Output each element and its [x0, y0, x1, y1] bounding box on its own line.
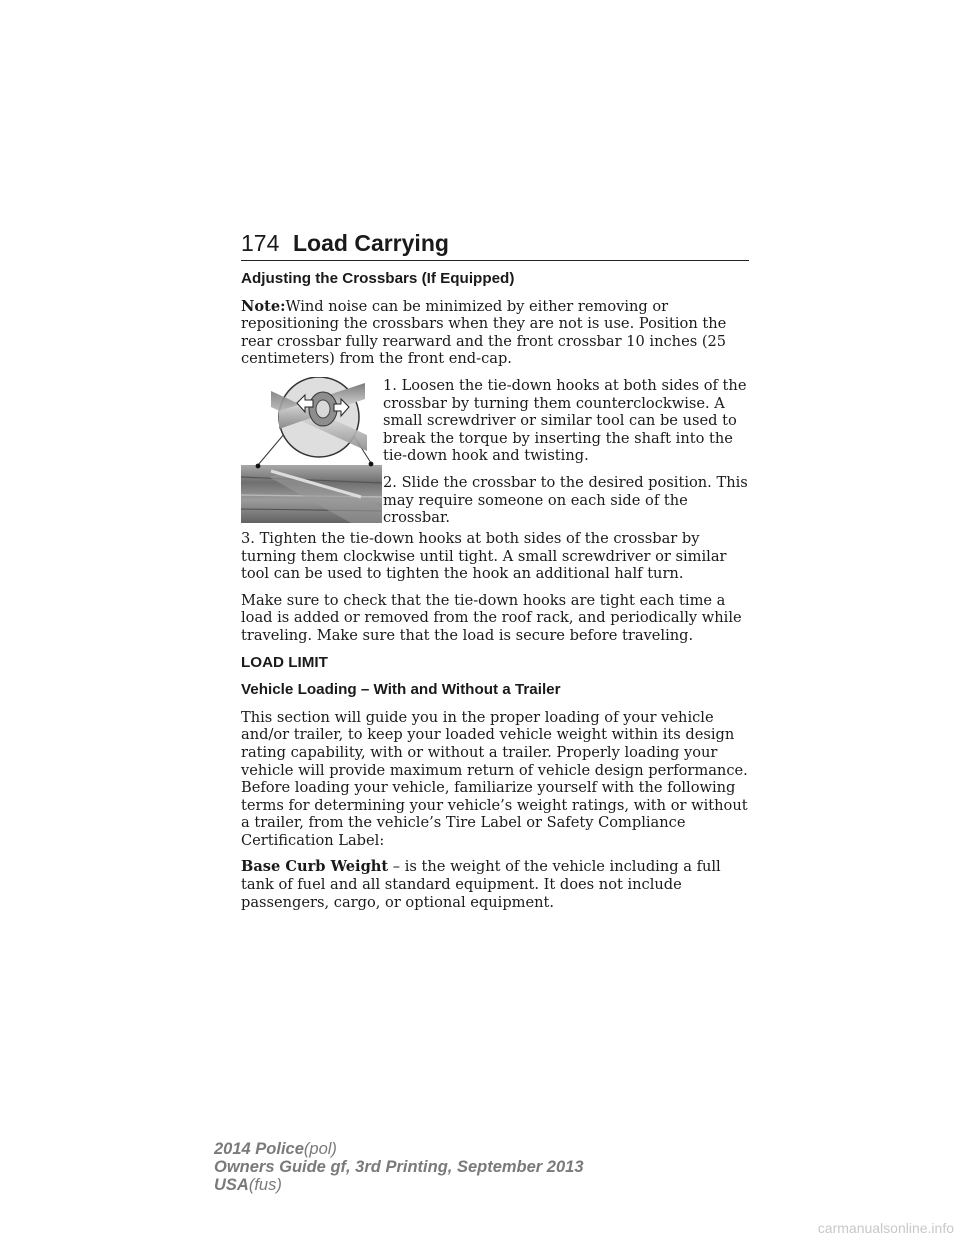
page-header: [241, 230, 749, 260]
footer-model-code: (pol): [303, 1140, 337, 1158]
note-label: Note:: [241, 297, 286, 315]
crossbar-tie-down-illustration: [241, 377, 382, 523]
footer-line-1: [214, 1140, 584, 1158]
note-text: Wind noise can be minimized by either removing or repositioning the crossbars when they are not is use. Position the rear crossbar fully rearward and the front crossbar 10 inches (25 centimeters) from the front end-cap.: [241, 297, 727, 368]
load-limit-heading: LOAD LIMIT: [241, 653, 328, 671]
note-paragraph: [241, 298, 751, 368]
footer-model: 2014 Police: [214, 1140, 304, 1158]
watermark: carmanualsonline.info: [817, 1220, 954, 1236]
section-heading: Adjusting the Crossbars (If Equipped): [241, 270, 515, 287]
crossbar-steps: [383, 377, 751, 536]
chapter-title: Load Carrying: [293, 230, 449, 256]
step-3: 3. Tighten the tie-down hooks at both sides of the crossbar by turning them clockwise until tight. A small screwdriver or similar tool can be used to tighten the hook an additional half turn.: [241, 529, 727, 583]
base-curb-weight-paragraph: [241, 858, 751, 911]
check-paragraph: Make sure to check that the tie-down hooks are tight each time a load is added or removed from the roof rack, and periodically while traveling. Make sure that the load is secure before traveling.: [241, 591, 742, 644]
base-curb-weight-text: – is the weight of the vehicle including a full tank of fuel and all standard equipment. It does not include passengers, cargo, or optional equipment.: [241, 858, 721, 911]
footer-line-3: [214, 1176, 584, 1194]
footer-market: USA: [214, 1176, 249, 1194]
page-number: 174: [241, 230, 280, 256]
header-rule: [241, 260, 749, 261]
step-1: 1. Loosen the tie-down hooks at both sides of the crossbar by turning them counterclockwise. A small screwdriver or similar tool can be used to break the torque by inserting the shaft into the tie-down hook and twisting.: [383, 376, 747, 465]
base-curb-weight-term: Base Curb Weight: [241, 858, 389, 876]
footer-line-2: Owners Guide gf, 3rd Printing, September 2013: [214, 1158, 584, 1176]
footer-market-code: (fus): [248, 1176, 282, 1194]
document-footer: [214, 1140, 584, 1194]
page-content: [241, 270, 751, 920]
vehicle-loading-heading: Vehicle Loading – With and Without a Trailer: [241, 681, 561, 699]
step-2: 2. Slide the crossbar to the desired position. This may require someone on each side of the crossbar.: [383, 473, 748, 527]
vehicle-loading-paragraph: This section will guide you in the proper loading of your vehicle and/or trailer, to keep your loaded vehicle weight within its design rating capability, with or without a trailer. Properly loading your vehicle will provide maximum return of vehicle design performance. Before loading your vehicle, familiarize yourself with the following terms for determining your vehicle’s weight ratings, with or without a trailer, from the vehicle’s Tire Label or Safety Compliance Certification Label:: [241, 708, 748, 849]
crossbar-figure-row: [241, 376, 751, 527]
